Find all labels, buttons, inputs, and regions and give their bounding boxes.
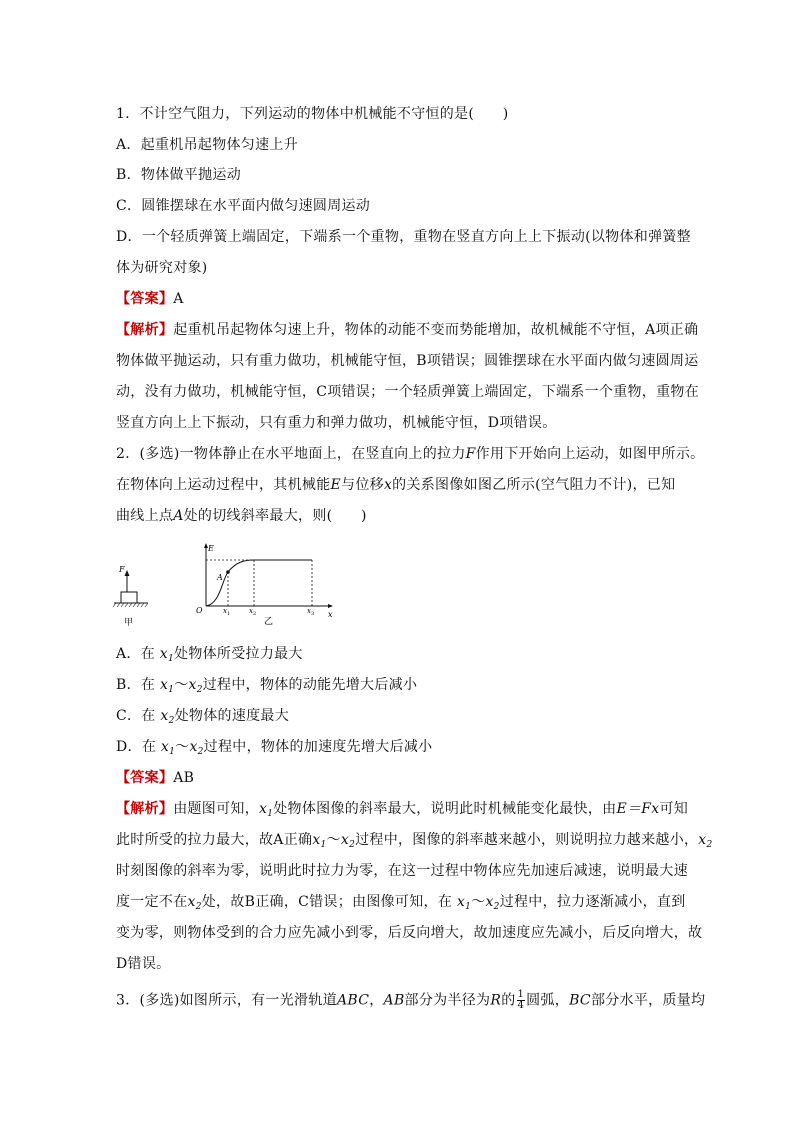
text: 处物体所受拉力最大 [174,646,303,662]
text: 3．(多选)如图所示，有一光滑轨道 [116,992,337,1009]
var-BC: BC [569,992,591,1009]
axis-label-E: E [208,544,214,553]
text: 在物体向上运动过程中，其机械能 [116,477,331,493]
label-yi: 乙 [264,617,274,626]
q1-analysis-1 [116,321,698,339]
q2-option-d [116,738,432,756]
var-ABC: ABC [336,992,370,1009]
text: B．在 [116,677,156,693]
q2-option-c [116,707,289,725]
var-AB: AB [383,992,405,1009]
text: 的关系图像如图乙所示(空气阻力不计)，已知 [392,477,676,493]
analysis-text: 起重机吊起物体匀速上升，物体的动能不变而势能增加，故机械能不守恒，A项正确 [173,322,699,338]
var-x: x [383,477,393,493]
text: 过程中，物体的加速度先增大后减小 [203,739,433,755]
formula: E＝Fx [616,801,660,817]
var-x: $x_2$ [160,708,175,726]
answer-value: AB [173,770,195,786]
q1-analysis-2: 物体做平抛运动，只有重力做功，机械能守恒，B项错误；圆锥摆球在水平面内做匀速圆周运 [116,353,699,369]
point-A [226,570,230,574]
analysis-tag: 【解析】 [116,322,174,338]
var-x: $x_1$ [456,894,472,912]
answer-tag: 【答案】 [116,291,174,307]
q2-analysis-3: 时刻图像的斜率为零，说明此时拉力为零，在这一过程中物体应先加速后减速，说明最大速 [116,863,688,879]
text: ， [369,992,384,1009]
q2-analysis-5: 变为零，则物体受到的合力应先减小到零，后反向增大，故加速度应先减小，后反向增大，故 [116,925,703,941]
q1-option-a: A．起重机吊起物体匀速上升 [116,137,299,153]
axis-label-x: x [328,610,333,619]
text: 由题图可知， [173,801,260,817]
text: 部分为半径为 [404,992,491,1009]
q2-analysis-4 [116,893,686,911]
q1-analysis-3: 动，没有力做功，机械能守恒，C项错误；一个轻质弹簧上端固定，下端系一个重物，重物在 [116,384,700,400]
energy-curve [206,560,254,606]
tilde: ～ [175,739,190,755]
q1-analysis-4: 竖直方向上上下振动，只有重力和弹力做功，机械能守恒，D项错误。 [116,415,557,431]
q1-stem: 1．不计空气阻力，下列运动的物体中机械能不守恒的是( ) [116,106,509,122]
text: 过程中，拉力逐渐减小，直到 [499,894,686,910]
text: A．在 [116,646,156,662]
q2-analysis-1 [116,800,688,818]
var-x: $x_1$ [312,832,327,850]
var-x: $x_2$ [187,894,202,912]
arrow-head [125,570,130,576]
text: 过程中，物体的动能先增大后减小 [202,677,418,693]
q2-analysis-2 [116,831,713,849]
text: 圆弧， [526,992,570,1009]
figure-jia [112,560,158,630]
tick-x3: $x_3$ [307,607,315,617]
tilde: ～ [174,677,189,693]
text: 部分水平，质量均 [590,992,706,1009]
text: 的 [501,992,516,1009]
text: 处，故B正确，C错误；由图像可知，在 [201,894,453,910]
frac-den: 4 [517,1000,525,1011]
q2-analysis-6: D错误。 [116,956,171,972]
var-x: $x_2$ [698,832,713,850]
var-x: $x_1$ [259,801,274,819]
origin-label: O [196,606,203,615]
var-x: $x_2$ [189,739,204,757]
var-A: A [173,508,184,524]
text: 此时所受的拉力最大，故A正确 [116,832,313,848]
q3-stem [116,990,705,1011]
q1-answer [116,290,184,308]
text: 度一定不在 [116,894,188,910]
tilde: ～ [326,832,341,848]
q2-stem-1 [116,445,704,463]
answer-tag: 【答案】 [116,770,174,786]
fraction-quarter [517,990,526,1011]
answer-value: A [173,291,184,307]
ground-hatch [113,603,148,607]
text: 2．(多选)一物体静止在水平地面上，在竖直向上的拉力 [116,446,466,462]
q2-stem-3 [116,507,367,525]
tilde: ～ [471,894,486,910]
label-jia: 甲 [124,618,134,628]
var-x: $x_1$ [159,677,175,695]
var-x: $x_2$ [340,832,356,850]
q2-option-b [116,676,417,694]
var-E: E [330,477,342,493]
frac-num: 1 [517,989,525,1000]
text: D．在 [116,739,157,755]
q1-option-c: C．圆锥摆球在水平面内做匀速圆周运动 [116,198,371,214]
text: 可知 [659,801,689,817]
analysis-tag: 【解析】 [116,801,174,817]
q1-option-d: D．一个轻质弹簧上端固定，下端系一个重物，重物在竖直方向上上下振动(以物体和弹簧整 [116,229,691,245]
q1-option-b: B．物体做平抛运动 [116,167,241,183]
q1-option-d-cont: 体为研究对象) [116,260,208,276]
text: 过程中，图像的斜率越来越小，则说明拉力越来越小， [355,832,699,848]
var-F: F [465,446,476,462]
figure-yi [192,540,342,626]
x-axis-arrow [328,604,333,608]
q2-option-a [116,645,303,663]
label-F: F [119,565,125,574]
var-x: $x_2$ [485,894,500,912]
text: 处物体图像的斜率最大，说明此时机械能变化最快，由 [273,801,617,817]
text: 曲线上点 [116,508,174,524]
tick-x2: $x_2$ [249,607,257,617]
text: 与位移 [341,477,384,493]
q2-answer [116,769,194,787]
var-x: $x_1$ [159,646,175,664]
text: C．在 [116,708,156,724]
text: 处物体的速度最大 [174,708,290,724]
tick-x1: $x_1$ [223,607,231,617]
q2-stem-2 [116,476,675,494]
block [121,592,137,603]
var-x: $x_2$ [188,677,203,695]
var-x: $x_1$ [160,739,176,757]
text: 处的切线斜率最大，则( ) [183,508,367,524]
label-A: A [217,573,223,582]
var-R: R [490,992,502,1009]
text: 作用下开始向上运动，如图甲所示。 [475,446,705,462]
